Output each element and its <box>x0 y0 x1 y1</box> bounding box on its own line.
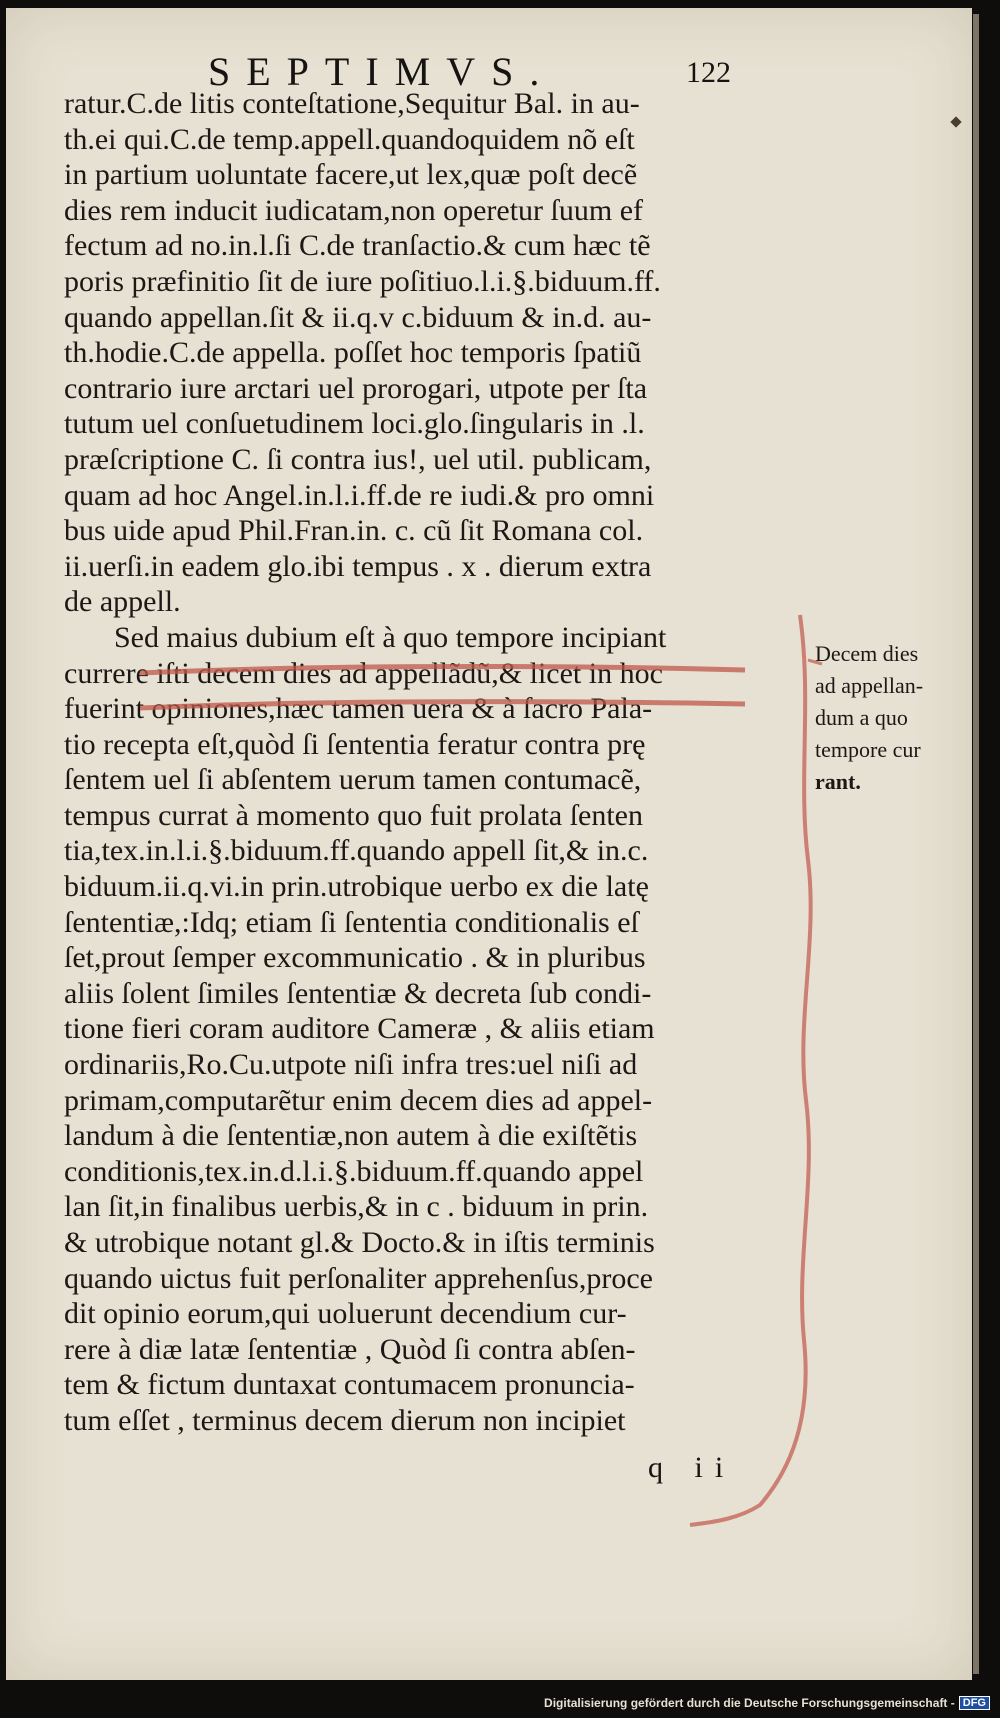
text-line: dit opinio eorum,qui uoluerunt decendium cur- <box>64 1297 627 1331</box>
text-line: th.ei qui.C.de temp.appell.quandoquidem nõ eſt <box>64 122 635 156</box>
text-line: præſcriptione C. ſi contra ius!, uel util. publicam, <box>64 442 652 476</box>
red-underline <box>140 666 745 673</box>
red-underline <box>140 702 745 708</box>
text-line: tum eſſet , terminus decem dierum non incipiet <box>64 1403 626 1437</box>
text-line: aliis ſolent ſimiles ſententiæ & decreta ſub condi- <box>64 976 652 1010</box>
text-line: ii.uerſi.in eadem glo.ibi tempus . x . dierum extra <box>64 549 652 583</box>
text-line: ratur.C.de litis conteſtatione,Sequitur Bal. in au- <box>64 87 640 120</box>
text-line: rere à diæ latæ ſententiæ , Quòd ſi contra abſen- <box>64 1332 636 1366</box>
text-line: in partium uoluntate facere,ut lex,quæ poſt decẽ <box>64 158 638 192</box>
margin-note-line: ad appellan- <box>815 673 924 698</box>
text-line: primam,computarẽtur enim decem dies ad appel- <box>64 1083 653 1117</box>
text-line: poris præfinitio ſit de iure poſitiuo.l.i.§.biduum.ff. <box>64 264 661 298</box>
dfg-logo: DFG <box>959 1696 990 1710</box>
paragraph-first-line: Sed maius dubium eſt à quo tempore incipiant <box>114 620 667 654</box>
text-line: quando uictus fuit perſonaliter apprehenſus,proce <box>64 1261 653 1295</box>
footer-text: Digitalisierung gefördert durch die Deutsche Forschungsgemeinschaft - <box>544 1696 955 1710</box>
text-line: dies rem inducit iudicatam,non operetur ſuum ef <box>64 193 643 227</box>
margin-note-line: dum a quo <box>815 705 908 730</box>
text-line: tempus currat à momento quo fuit prolata ſenten <box>64 798 643 832</box>
signature-mark: q ii <box>648 1451 736 1484</box>
margin-note-line: rant. <box>815 769 861 794</box>
text-line: tem & fictum duntaxat contumacem pronuncia- <box>64 1368 635 1402</box>
text-line: ordinariis,Ro.Cu.utpote niſi infra tres:uel niſi ad <box>64 1048 638 1082</box>
text-line: de appell. <box>64 585 181 619</box>
text-line: th.hodie.C.de appella. poſſet hoc temporis ſpatiũ <box>64 336 642 370</box>
margin-note-line: Decem dies <box>815 641 919 666</box>
text-line: fuerint opiniones,hæc tamen uera & à ſacro Pala- <box>64 692 653 726</box>
text-line: ſet,prout ſemper excommunicatio . & in pluribus <box>64 941 646 975</box>
text-line: biduum.ii.q.vi.in prin.utrobique uerbo ex die latę <box>64 870 649 904</box>
text-line: quando appellan.ſit & ii.q.v c.biduum & in.d. au- <box>64 300 652 334</box>
red-bracket <box>690 615 811 1525</box>
text-line: tione fieri coram auditore Cameræ , & aliis etiam <box>64 1012 655 1046</box>
text-line: bus uide apud Phil.Fran.in. c. cũ ſit Romana col. <box>64 514 644 548</box>
margin-note-line: tempore cur <box>815 737 921 762</box>
text-line: fectum ad no.in.l.ſi C.de tranſactio.& cum hæc tẽ <box>64 229 651 263</box>
text-line: contrario iure arctari uel prorogari, utpote per ſta <box>64 371 648 405</box>
page-number: 122 <box>686 56 731 89</box>
text-line: ſententiæ,:Idq; etiam ſi ſententia conditionalis eſ <box>64 905 639 939</box>
text-line: ſentem uel ſi abſentem uerum tamen contumacẽ, <box>64 763 642 797</box>
text-line: tia,tex.in.l.i.§.biduum.ff.quando appell ſit,& in.c. <box>64 834 649 868</box>
text-line: & utrobique notant gl.& Docto.& in iſtis terminis <box>64 1226 655 1259</box>
text-line: lan ſit,in finalibus uerbis,& in c . biduum in prin. <box>64 1190 649 1224</box>
text-line: landum à die ſententiæ,non autem à die exiſtẽtis <box>64 1119 638 1153</box>
running-head: SEPTIMVS. <box>208 49 556 94</box>
text-line: quam ad hoc Angel.in.l.i.ff.de re iudi.& pro omni <box>64 478 655 512</box>
digitization-credit <box>544 1694 990 1712</box>
text-line: tio recepta eſt,quòd ſi ſententia feratur contra prę <box>64 727 646 761</box>
text-line: conditionis,tex.in.d.l.i.§.biduum.ff.quando appel <box>64 1154 644 1188</box>
text-line: currere iſti decem dies ad appellãdũ,& licet in hoc <box>64 656 663 690</box>
red-bracket-tick <box>808 660 822 664</box>
text-line: tutum uel conſuetudinem loci.glo.ſingularis in .l. <box>64 407 645 441</box>
